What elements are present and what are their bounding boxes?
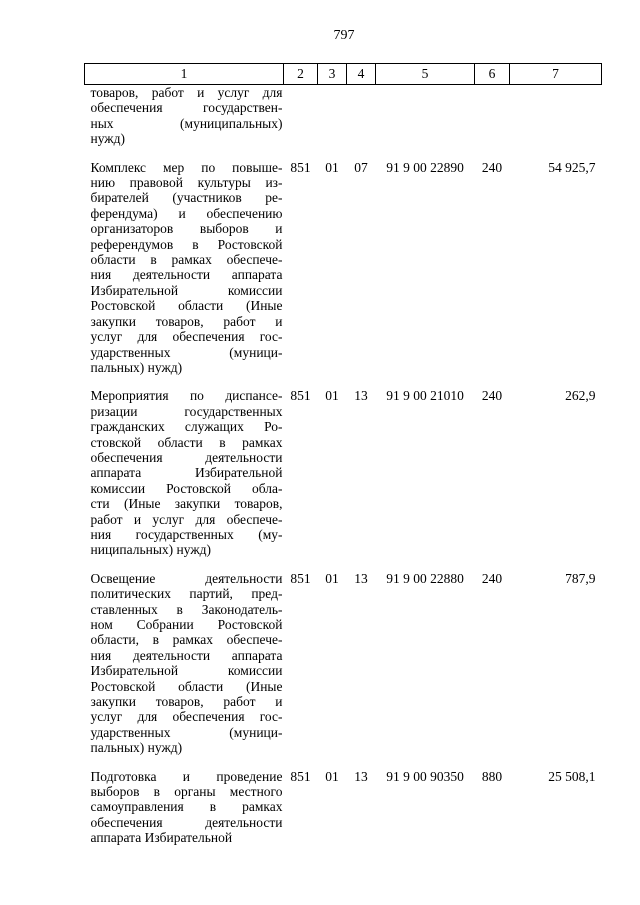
description-line: нужд) [90,131,125,147]
description-line: пальных) нужд) [90,359,183,375]
description-line: ния государственных (му- [90,526,283,542]
description-line: услуг для обеспечения гос- [90,329,283,345]
target-article-cell: 91 9 00 22890 [386,159,464,175]
column-header-7: 7 [510,64,602,85]
description-line: услуг для обеспечения гос- [90,709,283,725]
table-row [85,388,602,570]
column-header-2: 2 [284,64,318,85]
admin-code-cell [284,85,318,160]
description-line: гражданских служащих Ро- [90,419,283,435]
expense-type-cell: 240 [481,159,503,175]
description-line: закупки товаров, работ и [90,313,283,329]
target-article-cell: 91 9 00 21010 [386,388,464,404]
amount-cell: 54 925,7 [548,159,596,175]
description-line: обеспечения деятельности [90,814,283,830]
section-code-cell: 01 [325,768,339,784]
description-line: ния деятельности аппарата [90,647,283,663]
expense-type-cell [475,85,510,160]
column-header-3: 3 [318,64,347,85]
subsection-code-cell [347,85,376,160]
column-header-1: 1 [85,64,284,85]
description-line: комиссии Ростовской обла- [90,480,283,496]
description-line: ризации государственных [90,403,283,419]
page-number: 797 [333,28,355,43]
admin-code-cell: 851 [290,159,311,175]
admin-code-cell: 851 [290,388,311,404]
description-line: бирателей (участников ре- [90,190,283,206]
column-header-4: 4 [347,64,376,85]
description-line: референдумов в Ростовской [90,236,283,252]
expense-type-cell: 880 [481,768,503,784]
description-line: пальных) нужд) [90,740,183,756]
subsection-code-cell: 07 [354,159,368,175]
column-header-6: 6 [475,64,510,85]
description-line: аппарата Избирательной [90,465,283,481]
section-code-cell: 01 [325,388,339,404]
expense-type-cell: 240 [481,570,503,586]
row-description [85,769,284,846]
row-description [85,388,284,570]
description-line: Ростовской области (Иные [90,678,283,694]
description-line: выборов в органы местного [90,784,283,800]
description-line: области в рамках обеспече- [90,252,283,268]
description-line: Мероприятия по диспансе- [90,388,283,404]
expense-type-cell: 240 [481,388,503,404]
description-line: Избирательной комиссии [90,282,283,298]
description-line: ударственных (муници- [90,724,283,740]
description-line: нию правовой культуры из- [90,175,283,191]
description-line: закупки товаров, работ и [90,694,283,710]
subsection-code-cell: 13 [354,388,368,404]
budget-table [84,63,602,846]
table-row [85,571,602,769]
table-row [85,769,602,846]
description-line: аппарата Избирательной [90,830,233,846]
description-line: Освещение деятельности [90,570,283,586]
description-line: обеспечения государствен- [90,100,283,116]
subsection-code-cell: 13 [354,570,368,586]
description-line: сти (Иные закупки товаров, [90,496,283,512]
description-line: ударственных (муници- [90,344,283,360]
description-line: Избирательной комиссии [90,663,283,679]
table-header-row [85,64,602,85]
amount-cell: 25 508,1 [548,768,596,784]
description-line: самоуправления в рамках [90,799,283,815]
table-row [85,160,602,389]
row-description [85,85,284,160]
subsection-code-cell: 13 [354,768,368,784]
section-code-cell: 01 [325,159,339,175]
description-line: работ и услуг для обеспече- [90,511,283,527]
description-line: ферендума) и обеспечению [90,205,283,221]
description-line: стовской области в рамках [90,434,283,450]
section-code-cell [318,85,347,160]
description-line: Подготовка и проведение [90,768,283,784]
admin-code-cell: 851 [290,768,311,784]
amount-cell [510,85,602,160]
description-line: области, в рамках обеспече- [90,632,283,648]
description-line: товаров, работ и услуг для [90,85,283,100]
description-line: ниципальных) нужд) [90,542,212,558]
table-body [85,85,602,846]
target-article-cell: 91 9 00 22880 [386,570,464,586]
description-line: организаторов выборов и [90,221,283,237]
admin-code-cell: 851 [290,570,311,586]
description-line: политических партий, пред- [90,586,283,602]
description-line: ных (муниципальных) [90,115,283,131]
column-header-5: 5 [376,64,475,85]
description-line: ния деятельности аппарата [90,267,283,283]
row-description [85,571,284,769]
description-line: Комплекс мер по повыше- [90,159,283,175]
row-description [85,160,284,389]
target-article-cell: 91 9 00 90350 [386,768,464,784]
section-code-cell: 01 [325,570,339,586]
description-line: ном Собрании Ростовской [90,617,283,632]
target-article-cell [376,85,475,160]
amount-cell: 787,9 [565,570,596,586]
description-line: Ростовской области (Иные [90,298,283,314]
description-line: ставленных в Законодатель- [90,601,283,617]
amount-cell: 262,9 [565,388,596,404]
description-line: обеспечения деятельности [90,449,283,465]
table-row [85,85,602,160]
